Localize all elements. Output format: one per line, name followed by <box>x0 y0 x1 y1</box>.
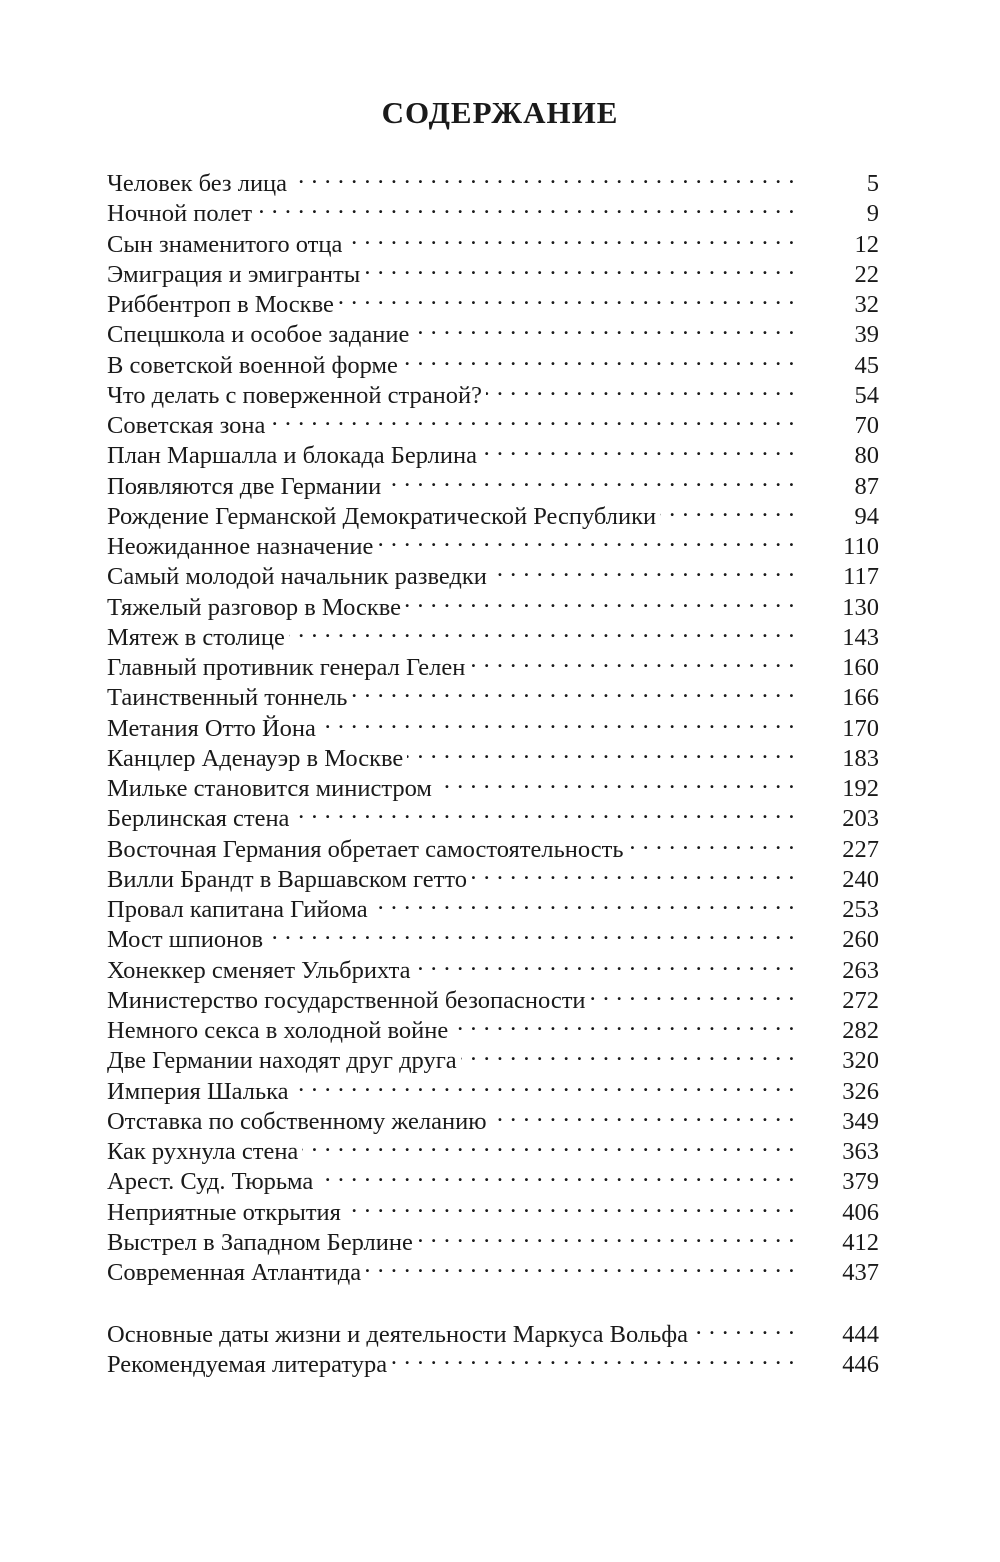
dot-leader <box>590 978 795 1008</box>
toc-entry-page: 70 <box>854 412 879 439</box>
toc-entry-title: Восточная Германия обретает самостоятельность <box>107 835 624 863</box>
dot-leader <box>385 464 795 494</box>
toc-entry-page: 110 <box>843 533 879 560</box>
toc-entry-title: Ночной полет <box>107 200 253 228</box>
toc-entry <box>107 1312 879 1348</box>
toc-entry-title: Самый молодой начальник разведки <box>107 563 487 591</box>
toc-entry-title: Советская зона <box>107 412 266 439</box>
toc-entry-page: 22 <box>854 260 879 288</box>
dot-leader <box>302 1129 795 1159</box>
dot-leader <box>289 615 795 645</box>
dot-leader <box>628 827 795 857</box>
dot-leader <box>377 524 795 554</box>
dot-leader <box>293 1069 795 1099</box>
dot-leader <box>291 161 795 191</box>
toc-entry-title: Человек без лица <box>107 170 288 197</box>
toc-entry-page: 227 <box>842 835 879 863</box>
toc-entry-title: Рекомендуемая литература <box>107 1351 388 1379</box>
toc-entry-page: 326 <box>842 1077 879 1105</box>
toc-entry-page: 5 <box>866 170 879 197</box>
dot-leader <box>486 373 795 403</box>
toc-entry-page: 203 <box>842 805 879 833</box>
toc-entry-title: Спецшкола и особое задание <box>107 321 410 349</box>
toc-entry-title: Главный противник генерал Гелен <box>107 654 466 681</box>
dot-leader <box>256 191 795 221</box>
dot-leader <box>461 1038 795 1068</box>
toc-entry-title: Мост шпионов <box>107 926 264 954</box>
page-title: СОДЕРЖАНИЕ <box>381 95 619 130</box>
toc-entry-page: 170 <box>842 714 879 742</box>
dot-leader <box>417 1220 795 1250</box>
toc-appendix-list <box>107 1312 879 1379</box>
toc-entry-page: 12 <box>854 230 879 258</box>
toc-entry-title: Как рухнула стена <box>107 1138 299 1165</box>
dot-leader <box>351 675 795 705</box>
toc-entry-page: 446 <box>842 1351 879 1379</box>
toc-entry-page: 87 <box>854 472 879 500</box>
toc-entry-page: 260 <box>842 926 879 954</box>
toc-entry-page: 379 <box>842 1168 879 1196</box>
toc-entry-page: 437 <box>842 1259 879 1286</box>
toc-entry-title: Эмиграция и эмигранты <box>107 260 361 288</box>
toc-entry-page: 272 <box>842 986 879 1014</box>
dot-leader <box>402 343 795 373</box>
toc-entry-title: Министерство государственной безопасности <box>107 986 586 1014</box>
toc-entry-title: Неожиданное назначение <box>107 533 374 560</box>
toc-entry-page: 444 <box>842 1321 879 1348</box>
toc-entry <box>107 161 879 197</box>
dot-leader <box>267 917 795 947</box>
toc-entry-title: Что делать с поверженной страной? <box>107 381 482 409</box>
dot-leader <box>372 887 795 917</box>
toc-entry-title: Две Германии находят друг друга <box>107 1047 457 1075</box>
toc-entry-title: Современная Атлантида <box>107 1259 362 1286</box>
toc-entry-title: Империя Шалька <box>107 1077 289 1105</box>
toc-entry-title: Отставка по собственному желанию <box>107 1107 487 1135</box>
toc-entry-title: Мятеж в столице <box>107 623 285 651</box>
toc-entry-page: 166 <box>842 684 879 712</box>
dot-leader <box>405 585 795 615</box>
toc-entry-page: 192 <box>842 775 879 802</box>
dot-leader <box>293 796 795 826</box>
toc-entry-page: 263 <box>842 956 879 984</box>
dot-leader <box>365 1250 795 1280</box>
dot-leader <box>471 857 795 887</box>
toc-entry-page: 80 <box>854 442 879 470</box>
toc-entry-title: Канцлер Аденауэр в Москве <box>107 744 404 772</box>
toc-entry-page: 240 <box>842 865 879 893</box>
toc-entry-title: Таинственный тоннель <box>107 684 348 712</box>
toc-entry-page: 39 <box>854 321 879 349</box>
dot-leader <box>320 706 795 736</box>
toc-entry-page: 45 <box>854 351 879 379</box>
toc-entry-page: 160 <box>842 654 879 681</box>
toc-entry-page: 94 <box>854 502 879 530</box>
dot-leader <box>317 1159 795 1189</box>
toc-entry-title: Основные даты жизни и деятельности Маркуса Вольфа <box>107 1321 689 1348</box>
toc-entry-page: 363 <box>842 1138 879 1165</box>
toc-entry-page: 9 <box>866 200 879 228</box>
dot-leader <box>469 645 795 675</box>
toc-entry-page: 412 <box>842 1228 879 1256</box>
toc-entry-title: Берлинская стена <box>107 805 290 833</box>
toc-entry-page: 32 <box>854 291 879 318</box>
toc-entry-title: Провал капитана Гийома <box>107 896 368 923</box>
toc-entry-page: 349 <box>842 1107 879 1135</box>
dot-leader <box>269 403 795 433</box>
toc-entry-title: Хонеккер сменяет Ульбрихта <box>107 956 411 984</box>
toc-entry-title: Мильке становится министром <box>107 775 432 802</box>
dot-leader <box>338 282 795 312</box>
toc-entry-title: Тяжелый разговор в Москве <box>107 593 402 621</box>
dot-leader <box>364 252 795 282</box>
toc-entry-page: 117 <box>843 563 879 591</box>
dot-leader <box>692 1312 795 1342</box>
toc-entry-page: 253 <box>842 896 879 923</box>
toc-list <box>107 161 879 1286</box>
toc-entry-page: 282 <box>842 1017 879 1044</box>
toc-entry-title: Арест. Суд. Тюрьма <box>107 1168 314 1196</box>
dot-leader <box>481 433 795 463</box>
dot-leader <box>413 312 795 342</box>
toc-entry-title: Вилли Брандт в Варшавском гетто <box>107 865 467 893</box>
dot-leader <box>452 1008 795 1038</box>
toc-entry-page: 130 <box>842 593 879 621</box>
dot-leader <box>491 1099 796 1129</box>
dot-leader <box>436 766 795 796</box>
dot-leader <box>407 736 795 766</box>
dot-leader <box>345 1190 795 1220</box>
dot-leader <box>660 494 795 524</box>
toc-entry-title: Выстрел в Западном Берлине <box>107 1228 413 1256</box>
toc-entry-title: Неприятные открытия <box>107 1198 341 1226</box>
toc-entry-title: Метания Отто Йона <box>107 714 316 742</box>
dot-leader <box>491 554 795 584</box>
toc-entry-title: Рождение Германской Демократической Республики <box>107 502 657 530</box>
toc-entry-title: Сын знаменитого отца <box>107 230 343 258</box>
toc-entry-title: В советской военной форме <box>107 351 398 379</box>
toc-entry-page: 320 <box>842 1047 879 1075</box>
dot-leader <box>391 1342 795 1372</box>
toc-entry-title: Риббентроп в Москве <box>107 291 334 318</box>
dot-leader <box>346 222 795 252</box>
toc-entry-page: 183 <box>842 744 879 772</box>
toc-entry-title: Появляются две Германии <box>107 472 382 500</box>
toc-entry-title: План Маршалла и блокада Берлина <box>107 442 477 470</box>
dot-leader <box>415 948 796 978</box>
toc-entry-page: 54 <box>854 381 879 409</box>
toc-entry-title: Немного секса в холодной войне <box>107 1017 449 1044</box>
toc-entry-page: 406 <box>842 1198 879 1226</box>
toc-entry-page: 143 <box>842 623 879 651</box>
